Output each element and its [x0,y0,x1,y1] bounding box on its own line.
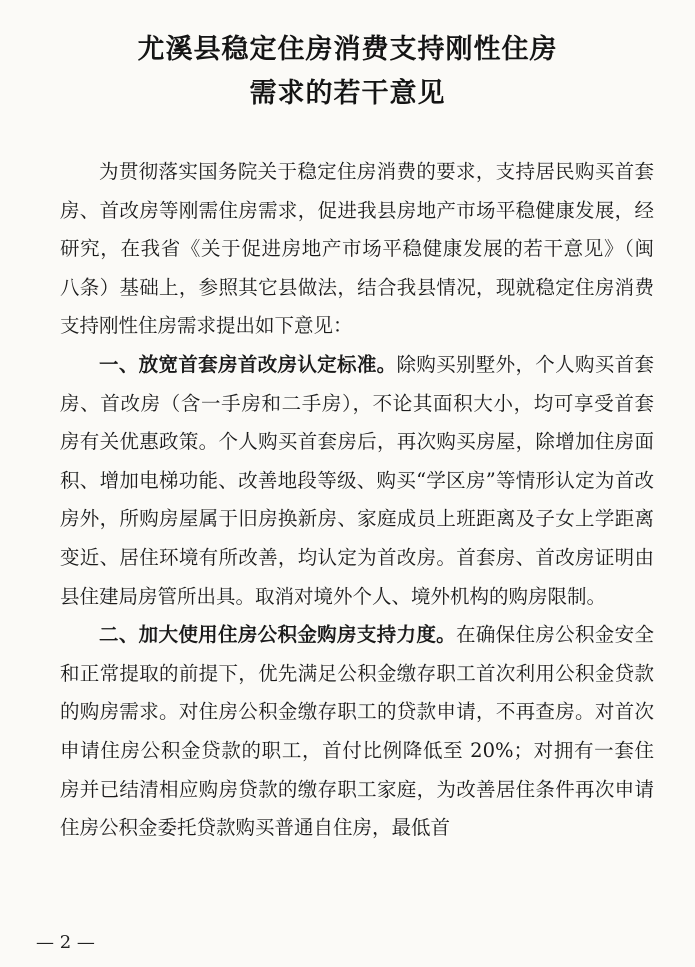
document-title [0,28,695,116]
paragraph-text: 在确保住房公积金安全和正常提取的前提下，优先满足公积金缴存职工首次利用公积金贷款的购房需求。对住房公积金缴存职工的贷款申请，不再查房。对首次申请住房公积金贷款的职工，首付比例降低至 20%；对拥有一套住房并已结清相应购房贷款的缴存职工家庭，为改善居住条件再次申请住房公积金委托贷款购买普通自住房，最低首 [60,623,654,840]
paragraph-intro [60,153,654,346]
paragraph-section-1 [60,346,654,616]
paragraph-text: 为贯彻落实国务院关于稳定住房消费的要求，支持居民购买首套房、首改房等刚需住房需求，促进我县房地产市场平稳健康发展，经研究，在我省《关于促进房地产市场平稳健康发展的若干意见》（闽八条）基础上，参照其它县做法，结合我县情况，现就稳定住房消费支持刚性住房需求提出如下意见： [60,160,654,338]
title-line-1: 尤溪县稳定住房消费支持刚性住房 [137,34,558,65]
paragraph-section-2 [60,616,654,848]
section-heading: 二、加大使用住房公积金购房支持力度。 [99,623,456,647]
paragraph-text: 除购买别墅外，个人购买首套房、首改房（含一手房和二手房），不论其面积大小，均可享受首套房有关优惠政策。个人购买首套房后，再次购买房屋，除增加住房面积、增加电梯功能、改善地段等级、购买“学区房”等情形认定为首改房外，所购房屋属于旧房换新房、家庭成员上班距离及子女上学距离变近、居住环境有所改善，均认定为首改房。首套房、首改房证明由县住建局房管所出具。取消对境外个人、境外机构的购房限制。 [60,352,654,608]
document-body [60,153,654,848]
title-line-2: 需求的若干意见 [249,78,446,109]
section-heading: 一、放宽首套房首改房认定标准。 [99,352,397,376]
page-number: — 2 — [36,932,95,953]
